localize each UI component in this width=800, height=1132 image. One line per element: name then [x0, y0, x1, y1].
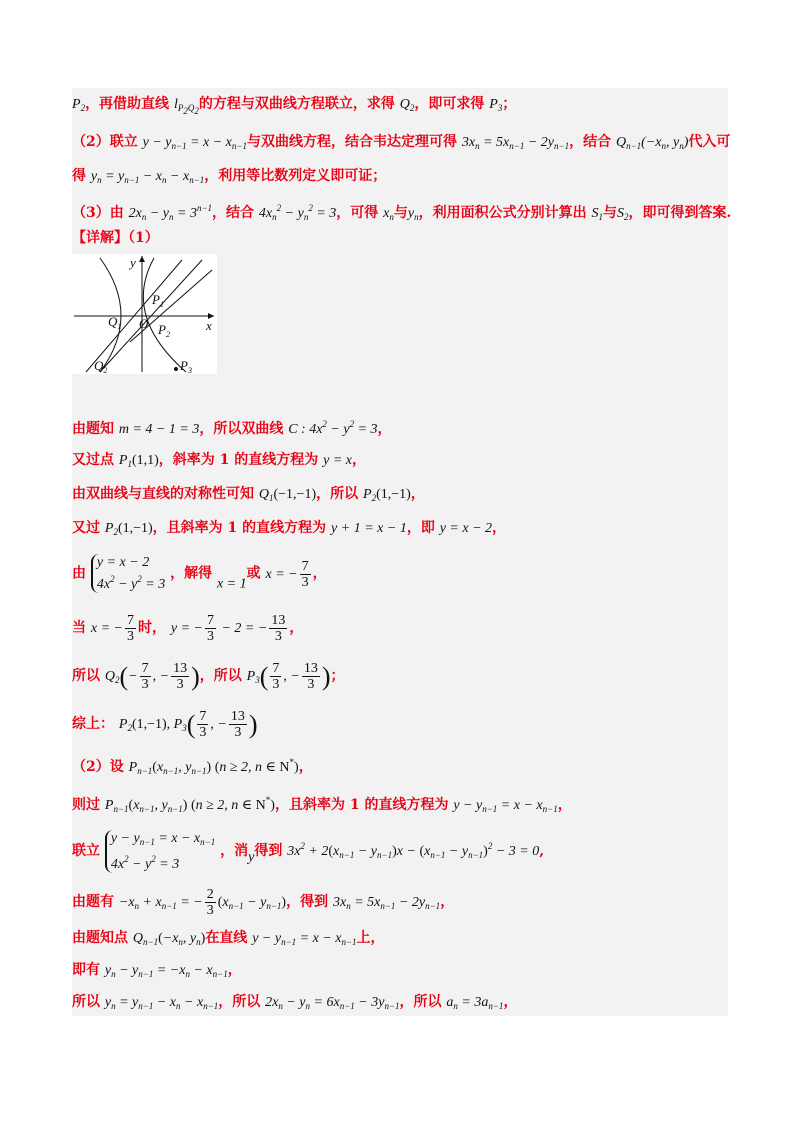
text-line-11: 当 x = − $\frac{7}{3}$ 时， y = − $\frac{7}{3}$ − 2 = − $\frac{13}{3}$ ，: [72, 613, 304, 645]
text-line-20: 所以 $y_n = y_{n-1} - x_n - x_{n-1}$，所以 $2x_n - y_n = 6x_{n-1} - 3y_{n-1}$，所以 $a_n = 3a_{n-1}$，: [72, 994, 518, 1011]
text-line-8: 由双曲线与直线的对称性可知 $Q_1(-1,-1)$，所以 $P_2(1,-1)$，: [72, 486, 425, 503]
detail-heading: 【详解】（1）: [72, 230, 159, 246]
text-line-3: 得 $y_n = y_{n-1} - x_n - x_{n-1}$，利用等比数列定义即可证；: [72, 168, 387, 185]
label-origin: O: [139, 316, 149, 331]
label-p1: $P_1$: [152, 292, 164, 309]
text-line-17: 由题有 $-x_n + x_{n-1}$ = − $\frac{2}{3}$ $(x_{n-1} - y_{n-1})$，得到 $3x_n = 5x_{n-1} - 2y_{n-1}$，: [72, 887, 455, 919]
text-line-16: 联立 $y - y_{n-1} = x - x_{n-1}$ $4x^2 - y^2 = 3$ ，消y得到 $3x^2 + 2(x_{n-1} - y_{n-1})x - (x_{n-1} - y_{n-1})^2 - 3 = 0$,: [72, 830, 545, 872]
label-q1: $Q_1$: [108, 314, 122, 331]
text-line-10: 由 y = x − 2 $4x^2 - y^2 = 3$ ，解得 x = 1或 x = − $\frac{7}{3}$ ，: [72, 555, 327, 592]
text-line-6: 由题知 m = 4 − 1 = 3，所以双曲线 C : $4x^2 - y^2 = 3$，: [72, 419, 392, 437]
text-line-9: 又过 $P_2(1,-1)$，且斜率为 1 的直线方程为 y + 1 = x − 1，即 y = x − 2，: [72, 520, 507, 537]
label-x: x: [206, 318, 212, 333]
text-line-12: 所以 $Q_2(-$ $\frac{7}{3}$ , − $\frac{13}{3}$ )，所以 $P_3$( $\frac{7}{3}$ , − $\frac{13}{3}$ )；: [72, 661, 345, 693]
y-axis-arrow: [139, 256, 145, 262]
hyperbola-figure: [72, 254, 217, 374]
text-line-7: 又过点 $P_1(1,1)$，斜率为 1 的直线方程为 y = x，: [72, 452, 367, 469]
label-p3: $P_3$: [180, 358, 192, 374]
text-line-1: $P_2$，再借助直线 $l_{P_2Q_2}$的方程与双曲线方程联立，求得 $Q_2$，即可求得 $P_3$；: [72, 96, 517, 116]
label-y: y: [130, 255, 136, 270]
text-line-4: （3）由 $2x_n - y_n = 3^{n-1}$，结合 $4x_n^2 - y_n^2 = 3$，可得 $x_n$与$y_n$，利用面积公式分别计算出 $S_1$与$S_2$，即可得到答案.: [72, 203, 732, 222]
text-line-2: （2）联立 $y - y_{n-1} = x - x_{n-1}$与双曲线方程，结合韦达定理可得 $3x_n = 5x_{n-1} - 2y_{n-1}$，结合 $Q_{n-1}(-x_n$, $y_n$)代入可: [72, 134, 731, 151]
p3-point: [174, 367, 178, 371]
solution-panel: [72, 88, 732, 1016]
hyperbola-right-branch: [143, 258, 186, 372]
text-line-14: （2）设 $P_{n-1}(x_{n-1}$, $y_{n-1}$) (n ≥ 2, n ∈ N*)，: [72, 757, 313, 776]
label-p2: $P_2$: [158, 322, 170, 339]
text-line-18: 由题知点 $Q_{n-1}(-x_n$, $y_n$)在直线 $y - y_{n-1} = x - x_{n-1}$上，: [72, 930, 385, 947]
text-line-19: 即有 $y_n - y_{n-1} = -x_n - x_{n-1}$，: [72, 962, 242, 979]
label-q2: $Q_2$: [94, 358, 108, 374]
hyperbola-graph: [72, 254, 217, 374]
text-line-15: 则过 $P_{n-1}(x_{n-1}$, $y_{n-1}$) (n ≥ 2, n ∈ N*)，且斜率为 1 的直线方程为 $y - y_{n-1} = x - x_{n-1}$，: [72, 795, 572, 814]
text-line-13: 综上： $P_2(1,-1)$, $P_3$( $\frac{7}{3}$ , − $\frac{13}{3}$ ): [72, 709, 258, 741]
